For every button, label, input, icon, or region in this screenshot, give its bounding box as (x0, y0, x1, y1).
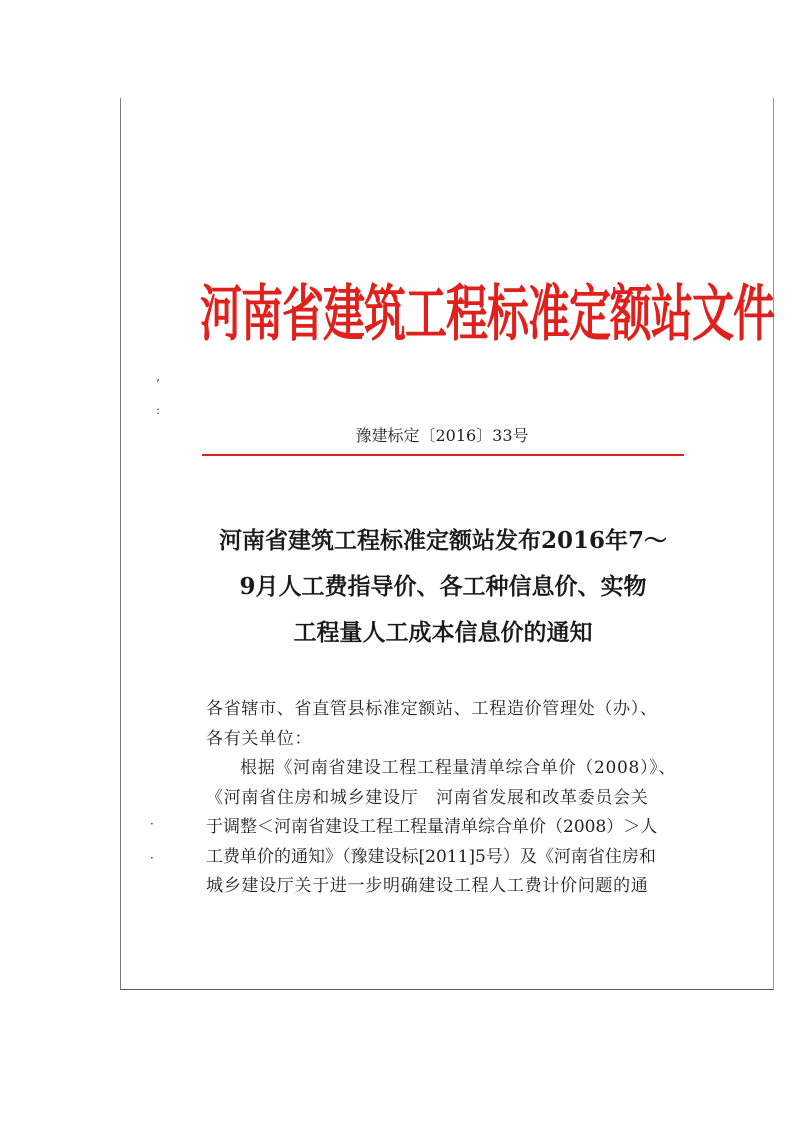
addressee-line: 各有关单位： (206, 728, 313, 749)
margin-speck: ’ (156, 377, 160, 391)
body-line: 于调整＜河南省建设工程工程量清单综合单价（2008）＞人 (206, 817, 658, 837)
notice-body (206, 695, 686, 902)
document-masthead: 河南省建筑工程标准定额站文件 (200, 277, 775, 349)
title-line: 河南省建筑工程标准定额站发布2016年7～ (218, 527, 668, 554)
body-line: 城乡建设厅关于进一步明确建设工程人工费计价问题的通 (206, 876, 649, 896)
body-line: 根据《河南省建设工程工程量清单综合单价（2008）》、 (240, 758, 677, 778)
red-divider-line (202, 454, 684, 456)
addressee-line: 各省辖市、省直管县标准定额站、工程造价管理处（办）、 (206, 699, 658, 719)
body-line: 《河南省住房和城乡建设厅 河南省发展和改革委员会关 (206, 787, 649, 808)
document-number: 豫建标定〔2016〕33号 (355, 426, 529, 445)
title-line: 工程量人工成本信息价的通知 (293, 619, 593, 646)
margin-speck: : (156, 403, 161, 417)
title-line: 9月人工费指导价、各工种信息价、实物 (239, 573, 647, 600)
margin-speck: · (150, 817, 154, 831)
notice-title (200, 518, 686, 656)
body-line: 工费单价的通知》（豫建设标[2011]5号）及《河南省住房和 (206, 846, 656, 867)
margin-speck: · (150, 851, 154, 865)
